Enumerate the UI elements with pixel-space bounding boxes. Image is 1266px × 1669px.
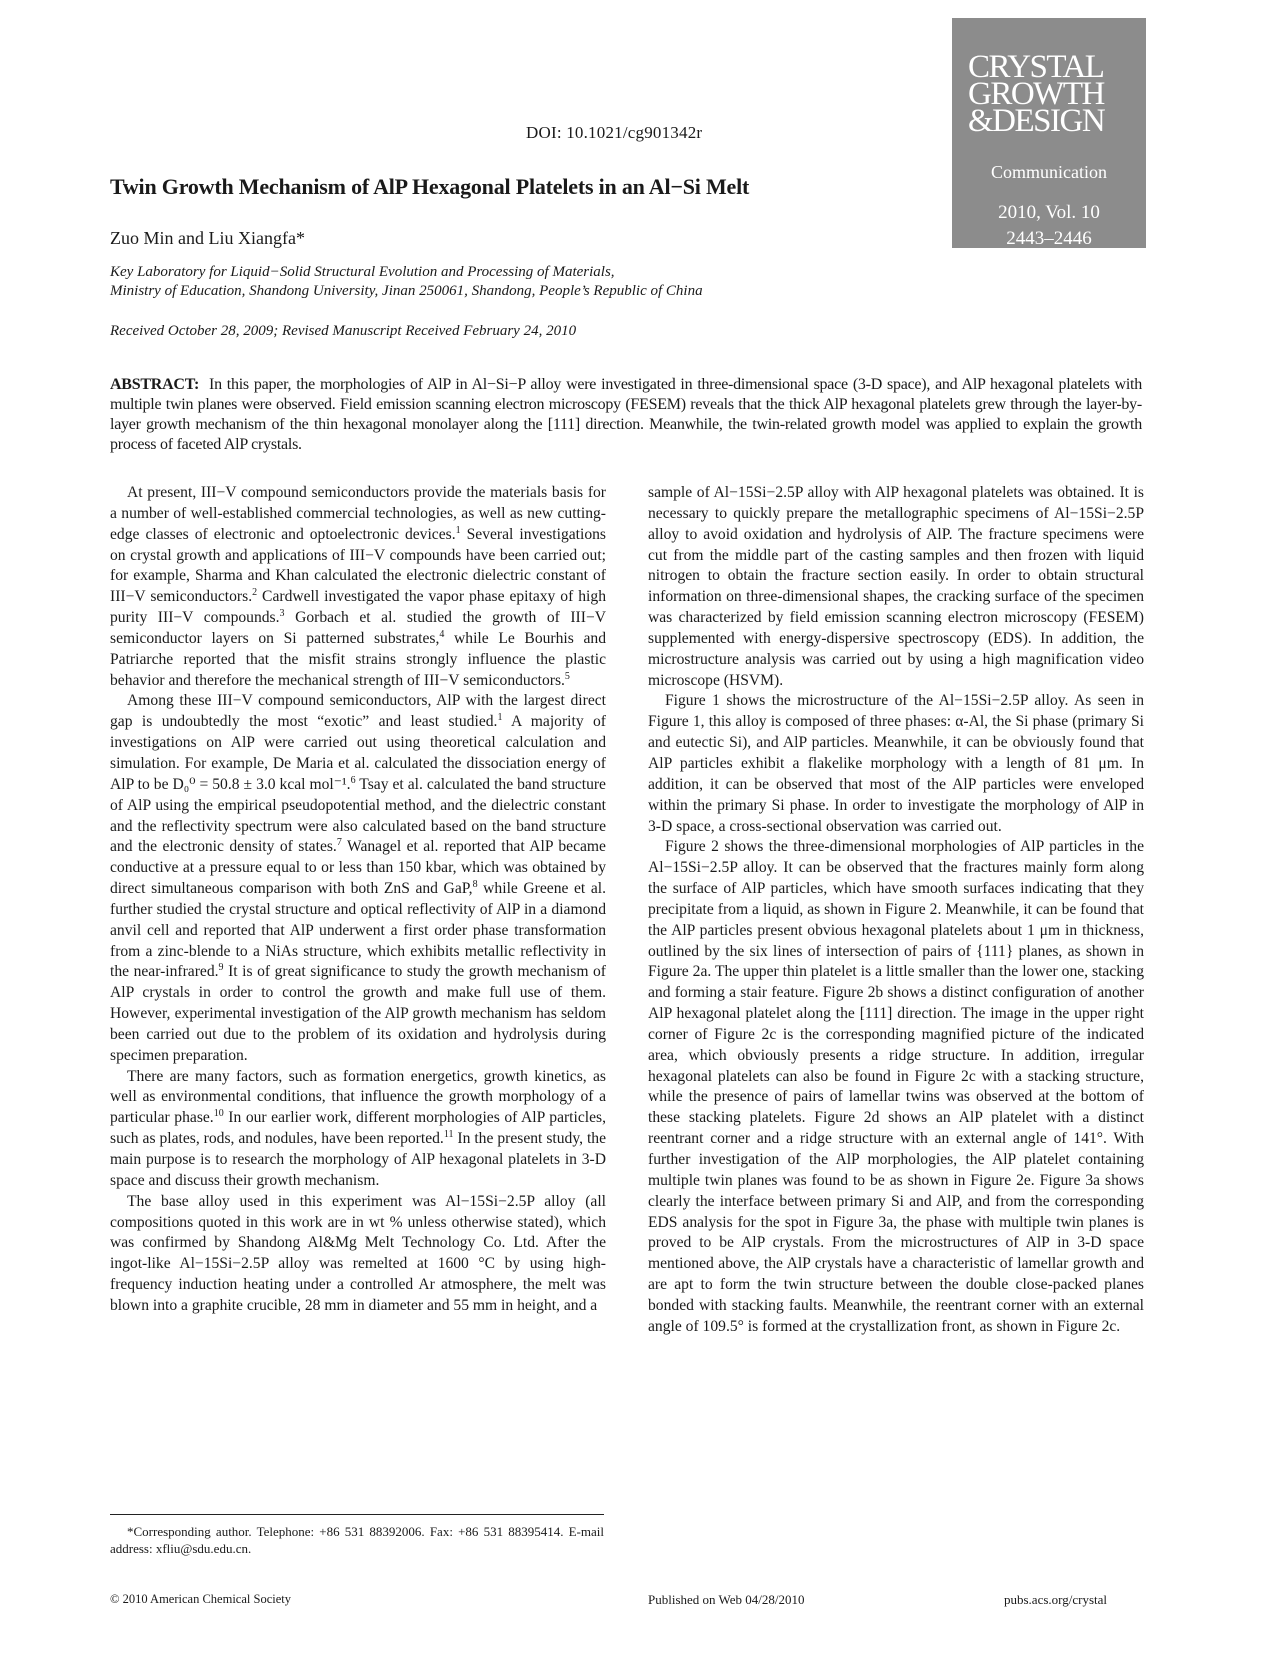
article-type: Communication	[991, 162, 1107, 182]
citation: 11	[443, 1129, 454, 1141]
paragraph: There are many factors, such as formation energetics, growth kinetics, as well as environmental conditions, that influence the growth morphology of a particular phase.$^{10}$ In our earlier work, different morphologies of AlP particles, such as plates, rods, and nodules, have been reported.$^{11}$ In the present study, the main purpose is to research the morphology of AlP hexagonal platelets in 3-D space and discuss their growth mechanism.	[110, 1067, 606, 1189]
authors: Zuo Min and Liu Xiangfa*	[110, 228, 305, 248]
journal-name-line1: CRYSTAL	[968, 49, 1104, 85]
paragraph: sample of Al−15Si−2.5P alloy with AlP hexagonal platelets was obtained. It is necessary to quickly prepare the metallographic specimens of Al−15Si−2.5P alloy to avoid oxidation and hydrolysis of AlP. The fracture specimens were cut from the middle part of the casting samples and then frozen with liquid nitrogen to obtain the fracture section easily. In order to obtain structural information on three-dimensional shapes, the cracking surface of the specimen was characterized by field emission scanning electron microscopy (FESEM) supplemented with energy-dispersive spectroscopy (EDS). In addition, the microstructure analysis was carried out by using a high magnification video microscope (HSVM).	[648, 484, 1144, 689]
affiliation-line1: Key Laboratory for Liquid−Solid Structural Evolution and Processing of Materials,	[110, 264, 615, 280]
publication-date: Published on Web 04/28/2010	[648, 1592, 805, 1607]
citation: 1	[497, 712, 503, 724]
citation: 2	[252, 587, 258, 599]
journal-logo-box	[952, 18, 1146, 248]
citation: 5	[564, 670, 570, 682]
journal-name	[968, 49, 1138, 139]
citation: 6	[350, 774, 356, 786]
journal-name-line3: &DESIGN	[968, 103, 1105, 139]
paragraph: Figure 1 shows the microstructure of the Al−15Si−2.5P alloy. As seen in Figure 1, this alloy is composed of three phases: α-Al, the Si phase (primary Si and eutectic Si), and AlP particles. Meanwhile, it can be obviously found that AlP particles exhibit a flakelike morphology with a length of 81 μm. In addition, it can be observed that most of the AlP particles were enveloped within the primary Si phase. In order to investigate the morphology of AlP in 3-D space, a cross-sectional observation was carried out.	[648, 692, 1144, 835]
received-dates: Received October 28, 2009; Revised Manuscript Received February 24, 2010	[110, 323, 577, 339]
abstract-text: In this paper, the morphologies of AlP in Al−Si−P alloy were investigated in three-dimensional space (3-D space), and AlP hexagonal platelets with multiple twin planes were observed. Field emission scanning electron microscopy (FESEM) reveals that the thick AlP hexagonal platelets grew through the layer-by-layer growth mechanism of the thin hexagonal monolayer along the [111] direction. Meanwhile, the twin-related growth model was applied to explain the growth process of faceted AlP crystals.	[110, 376, 1143, 453]
body-right-column	[648, 483, 1144, 1338]
page-range: 2443–2446	[1006, 228, 1092, 249]
citation: 10	[213, 1108, 224, 1120]
paragraph: At present, III−V compound semiconductors provide the materials basis for a number of well-established commercial technologies, as well as new cutting-edge classes of electronic and optoelectronic devices.$^1$ Several investigations on crystal growth and applications of III−V compounds have been carried out; for example, Sharma and Khan calculated the electronic dielectric constant of III−V semiconductors.$^2$ Cardwell investigated the vapor phase epitaxy of high purity III−V compounds.$^3$ Gorbach et al. studied the growth of III−V semiconductor layers on Si patterned substrates,$^4$ while Le Bourhis and Patriarche reported that the misfit strains strongly influence the plastic behavior and therefore the mechanical strength of III−V semiconductors.$^5$	[110, 484, 607, 689]
abstract	[110, 375, 1142, 455]
citation: 7	[336, 837, 342, 849]
affiliation-line2: Ministry of Education, Shandong University, Jinan 250061, Shandong, People’s Republic of China	[110, 283, 703, 299]
paragraph: The base alloy used in this experiment was Al−15Si−2.5P alloy (all compositions quoted in this work are in wt % unless otherwise stated), which was confirmed by Shandong Al&Mg Melt Technology Co. Ltd. After the ingot-like Al−15Si−2.5P alloy was remelted at 1600 °C by using high-frequency induction heating under a controlled Ar atmosphere, the melt was blown into a graphite crucible, 28 mm in diameter and 55 mm in height, and a	[110, 1192, 606, 1314]
abstract-label: ABSTRACT:	[110, 376, 200, 393]
citation: 3	[279, 608, 285, 620]
citation: 1	[455, 524, 461, 536]
affiliation	[110, 263, 703, 301]
journal-website: pubs.acs.org/crystal	[1004, 1592, 1108, 1607]
copyright: © 2010 American Chemical Society	[110, 1592, 291, 1606]
citation: 8	[472, 879, 478, 891]
year-volume: 2010, Vol. 10	[998, 202, 1100, 223]
citation: 4	[439, 628, 445, 640]
doi: DOI: 10.1021/cg901342r	[526, 123, 703, 142]
paragraph: Figure 2 shows the three-dimensional morphologies of AlP particles in the Al−15Si−2.5P alloy. It can be observed that the fractures mainly form along the surface of AlP particles, which have smooth surfaces indicating that they precipitate from a liquid, as shown in Figure 2. Meanwhile, it can be found that the AlP particles present obvious hexagonal platelets about 1 μm in thickness, outlined by the six lines of intersection of pairs of {111} planes, as shown in Figure 2a. The upper thin platelet is a little smaller than the lower one, stacking and forming a stair feature. Figure 2b shows a distinct configuration of another AlP hexagonal platelet along the [111] direction. The image in the upper right corner of Figure 2c is the corresponding magnified picture of the indicated area, which obviously presents a ridge structure. In addition, irregular hexagonal platelets can also be found in Figure 2c with a stacking structure, while the presence of pairs of lamellar twins was observed at the bottom of these stacking platelets. Figure 2d shows an AlP platelet with a distinct reentrant corner and a ridge structure with an external angle of 141°. With further investigation of the AlP morphologies, the AlP platelet containing multiple twin planes was found to be as shown in Figure 2e. Figure 3a shows clearly the interface between primary Si and AlP, and from the corresponding EDS analysis for the spot in Figure 3a, the phase with multiple twin planes is proved to be AlP crystals. From the microstructures of AlP in 3-D space mentioned above, the AlP crystals have a characteristic of lamellar growth and are apt to form the twin structure between the double close-packed planes bonded with stacking faults. Meanwhile, the reentrant corner with an external angle of 109.5° is formed at the crystallization front, as shown in Figure 2c.	[648, 838, 1144, 1335]
journal-name-line2: GROWTH	[968, 76, 1104, 112]
paragraph: Among these III−V compound semiconductors, AlP with the largest direct gap is undoubtedly the most “exotic” and least studied.$^1$ A majority of investigations on AlP were carried out using theoretical calculation and simulation. For example, De Maria et al. calculated the dissociation energy of AlP to be D₀⁰ = 50.8 ± 3.0 kcal mol⁻¹.$^6$ Tsay et al. calculated the band structure of AlP using the empirical pseudopotential method, and the dielectric constant and the reflectivity spectrum were also calculated based on the band structure and the electronic density of states.$^7$ Wanagel et al. reported that AlP became conductive at a pressure equal to or less than 150 kbar, which was obtained by direct simultaneous comparison with both ZnS and GaP,$^8$ while Greene et al. further studied the crystal structure and optical reflectivity of AlP in a diamond anvil cell and reported that AlP underwent a first order phase transformation from a zinc-blende to a NiAs structure, which exhibits metallic reflectivity in the near-infrared.$^9$ It is of great significance to study the growth mechanism of AlP crystals in order to control the growth and make full use of them. However, experimental investigation of the AlP growth mechanism has seldom been carried out due to the problem of its oxidation and hydrolysis during specimen preparation.	[110, 692, 607, 1064]
footnote-divider	[110, 1514, 604, 1515]
body-left-column	[110, 483, 606, 1317]
corresponding-author-footnote: *Corresponding author. Telephone: +86 531 88392006. Fax: +86 531 88395414. E-mail address: xfliu@sdu.edu.cn.	[110, 1524, 604, 1556]
citation: 9	[218, 962, 224, 974]
paper-title: Twin Growth Mechanism of AlP Hexagonal Platelets in an Al−Si Melt	[110, 174, 750, 199]
